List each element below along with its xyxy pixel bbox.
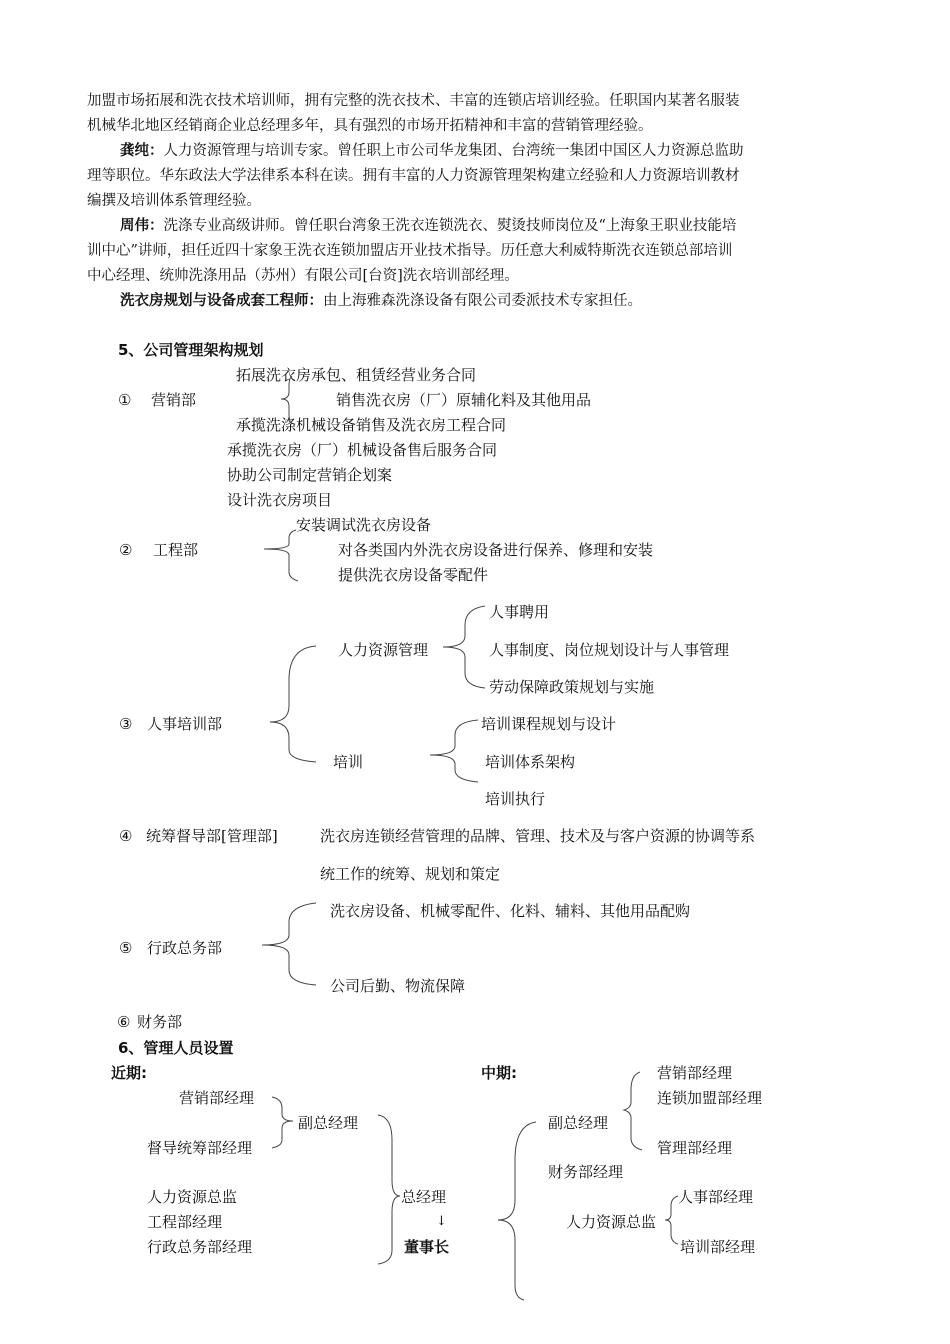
- eng-item: 安装调试洗衣房设备: [296, 516, 432, 534]
- training-item: 培训课程规划与设计: [481, 715, 617, 733]
- near-chairman: 董事长: [404, 1238, 450, 1256]
- mid-personnel-mgr: 人事部经理: [678, 1188, 754, 1206]
- section6-title: 6、管理人员设置: [118, 1039, 234, 1057]
- training-item: 培训执行: [485, 790, 546, 808]
- hr-item: 劳动保障政策规划与实施: [489, 678, 655, 696]
- admin-num: ⑤: [119, 939, 133, 957]
- near-label: 近期:: [111, 1064, 147, 1082]
- sales-item: 销售洗衣房（厂）原辅化料及其他用品: [336, 391, 592, 409]
- eng-item: 对各类国内外洗衣房设备进行保养、修理和安装: [338, 541, 654, 559]
- brace-admin: [262, 903, 316, 985]
- zhou-line: 中心经理、统帅洗涤用品（苏州）有限公司[台资]洗衣培训部经理。: [87, 268, 519, 284]
- intro-line: 机械华北地区经销商企业总经理多年，具有强烈的市场开拓精神和丰富的营销管理经验。: [87, 118, 653, 134]
- engineer-paragraph: [87, 289, 809, 314]
- brace-hr: [270, 646, 316, 762]
- supervision-line: 洗衣房连锁经营管理的品牌、管理、技术及与客户资源的协调等系: [320, 827, 756, 845]
- mid-sales-mgr: 营销部经理: [657, 1064, 733, 1082]
- zhou-paragraph: [87, 214, 809, 289]
- engineer-name: 洗衣房规划与设备成套工程师：: [120, 293, 323, 309]
- intro-line: 加盟市场拓展和洗衣技术培训师，拥有完整的洗衣技术、丰富的连锁店培训经验。任职国内某著名服装: [87, 93, 740, 109]
- gong-paragraph: [87, 139, 809, 214]
- near-sales-mgr: 营销部经理: [179, 1089, 255, 1107]
- hr-dept-name: 人事培训部: [147, 715, 223, 733]
- sales-item: 拓展洗衣房承包、租赁经营业务合同: [236, 366, 477, 384]
- gong-line: 人力资源管理与培训专家。曾任职上市公司华龙集团、台湾统一集团中国区人力资源总监助: [163, 143, 744, 159]
- hr-item: 人事制度、岗位规划设计与人事管理: [489, 641, 730, 659]
- near-deputy-gm: 副总经理: [298, 1114, 359, 1132]
- mid-label: 中期:: [481, 1064, 517, 1082]
- mid-training-mgr: 培训部经理: [680, 1238, 756, 1256]
- near-gm: 总经理: [401, 1188, 447, 1206]
- brace-hr-mgmt: [443, 606, 485, 688]
- gong-line: 理等职位。华东政法大学法律系本科在读。拥有丰富的人力资源管理架构建立经验和人力资源培训教材: [87, 168, 740, 184]
- near-supervise-mgr: 督导统筹部经理: [147, 1139, 253, 1157]
- admin-item: 公司后勤、物流保障: [330, 977, 466, 995]
- gong-line: 编撰及培训体系管理经验。: [87, 193, 261, 209]
- sales-item: 承揽洗衣房（厂）机械设备售后服务合同: [227, 441, 498, 459]
- finance-num: ⑥: [117, 1013, 131, 1031]
- eng-item: 提供洗衣房设备零配件: [338, 566, 489, 584]
- gong-name: 龚纯：: [120, 143, 164, 159]
- eng-dept-name: 工程部: [153, 541, 199, 559]
- mid-finance-mgr: 财务部经理: [548, 1163, 624, 1181]
- near-hr-director: 人力资源总监: [147, 1188, 238, 1206]
- finance-dept-name: 财务部: [137, 1013, 183, 1031]
- brace-training: [430, 720, 478, 782]
- section5-title: 5、公司管理架构规划: [118, 341, 264, 359]
- mid-mgmt-mgr: 管理部经理: [657, 1139, 733, 1157]
- supervision-num: ④: [119, 827, 133, 845]
- brace-mid-hr: [665, 1196, 678, 1244]
- zhou-line: 洗涤专业高级讲师。曾任职台湾象王洗衣连锁洗衣、熨烫技师岗位及“上海象王职业技能培: [163, 218, 737, 234]
- hr-mgmt-label: 人力资源管理: [338, 641, 429, 659]
- zhou-line: 训中心”讲师，担任近四十家象王洗衣连锁加盟店开业技术指导。历任意大利威特斯洗衣连锁总部培训: [87, 243, 733, 259]
- admin-item: 洗衣房设备、机械零配件、化料、辅料、其他用品配购: [330, 902, 691, 920]
- arrow-down-icon: ↓: [436, 1214, 447, 1229]
- mid-chain-mgr: 连锁加盟部经理: [657, 1089, 763, 1107]
- brace-near-gm: [378, 1115, 400, 1264]
- near-admin-mgr: 行政总务部经理: [147, 1238, 253, 1256]
- training-label: 培训: [333, 753, 364, 771]
- sales-dept-name: 营销部: [151, 391, 197, 409]
- supervision-line: 统工作的统筹、规划和策定: [320, 865, 501, 883]
- brace-near-deputy: [272, 1097, 293, 1148]
- eng-num: ②: [119, 541, 133, 559]
- engineer-text: 由上海雅森洗涤设备有限公司委派技术专家担任。: [323, 293, 642, 309]
- sales-num: ①: [118, 391, 132, 409]
- near-eng-mgr: 工程部经理: [147, 1213, 223, 1231]
- admin-dept-name: 行政总务部: [147, 939, 223, 957]
- mid-deputy-gm: 副总经理: [548, 1114, 609, 1132]
- hr-num: ③: [119, 715, 133, 733]
- brace-mid-main: [498, 1122, 536, 1300]
- sales-item: 承揽洗涤机械设备销售及洗衣房工程合同: [236, 416, 507, 434]
- sales-item: 设计洗衣房项目: [227, 491, 333, 509]
- brace-engineering: [264, 530, 298, 581]
- training-item: 培训体系架构: [485, 753, 576, 771]
- intro-paragraph: [87, 89, 809, 139]
- mid-hr-director: 人力资源总监: [566, 1213, 657, 1231]
- brace-mid-deputy: [624, 1072, 642, 1150]
- sales-item: 协助公司制定营销企划案: [227, 466, 393, 484]
- supervision-dept-name: 统筹督导部[管理部]: [146, 827, 278, 845]
- zhou-name: 周伟：: [120, 218, 164, 234]
- hr-item: 人事聘用: [489, 603, 550, 621]
